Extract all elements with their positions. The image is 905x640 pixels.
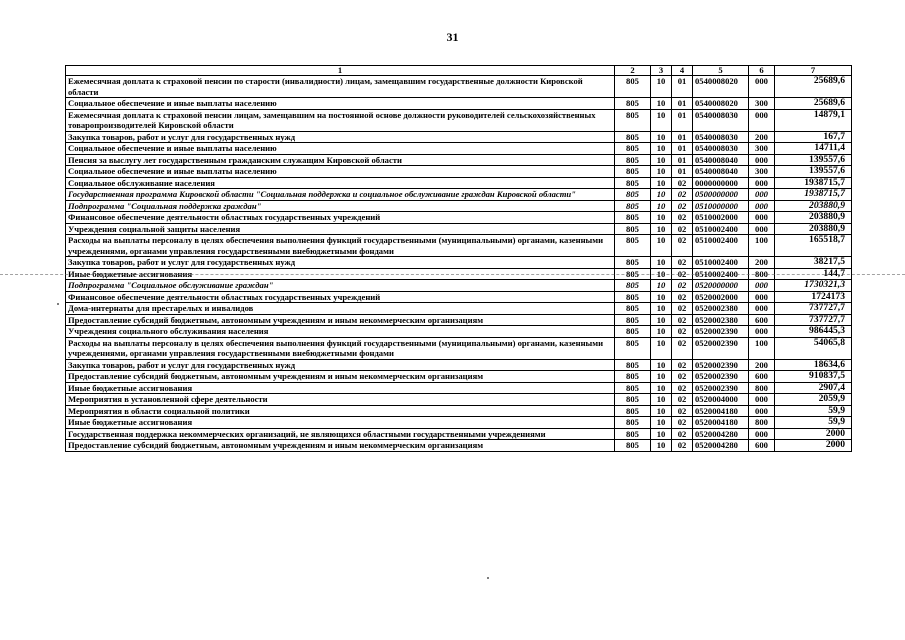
row-subsection-code: 01 [672, 76, 693, 98]
row-amount: 2059,9 [775, 394, 852, 406]
row-expense-type: 800 [749, 417, 775, 429]
row-expense-type: 300 [749, 166, 775, 178]
row-section-code: 10 [651, 337, 672, 359]
row-subsection-code: 01 [672, 98, 693, 110]
table-row [66, 177, 852, 189]
row-grbs-code: 805 [615, 314, 651, 326]
row-description: Иные бюджетные ассигнования [66, 268, 615, 280]
scan-artifact-line [0, 274, 905, 275]
row-subsection-code: 02 [672, 394, 693, 406]
row-subsection-code: 02 [672, 177, 693, 189]
row-target-article: 0520000000 [693, 280, 749, 292]
row-target-article: 0540008020 [693, 98, 749, 110]
row-expense-type: 100 [749, 337, 775, 359]
row-grbs-code: 805 [615, 428, 651, 440]
row-section-code: 10 [651, 291, 672, 303]
row-grbs-code: 805 [615, 359, 651, 371]
row-amount: 18634,6 [775, 359, 852, 371]
row-grbs-code: 805 [615, 280, 651, 292]
row-subsection-code: 02 [672, 359, 693, 371]
row-target-article: 0520002390 [693, 326, 749, 338]
row-target-article: 0540008040 [693, 166, 749, 178]
row-target-article: 0510002400 [693, 223, 749, 235]
row-amount: 2000 [775, 428, 852, 440]
row-description: Государственная программа Кировской области "Социальная поддержка и социальное обслуживание граждан Кировской области" [66, 189, 615, 201]
row-expense-type: 000 [749, 212, 775, 224]
row-amount: 59,9 [775, 417, 852, 429]
row-subsection-code: 02 [672, 291, 693, 303]
row-section-code: 10 [651, 405, 672, 417]
row-expense-type: 000 [749, 303, 775, 315]
table-row [66, 212, 852, 224]
table-row [66, 154, 852, 166]
row-amount: 910837,5 [775, 371, 852, 383]
row-description: Закупка товаров, работ и услуг для государственных нужд [66, 359, 615, 371]
row-target-article: 0540008040 [693, 154, 749, 166]
row-description: Мероприятия в области социальной политики [66, 405, 615, 417]
table-row [66, 326, 852, 338]
row-description: Социальное обеспечение и иные выплаты населению [66, 143, 615, 155]
row-expense-type: 600 [749, 440, 775, 452]
row-subsection-code: 02 [672, 235, 693, 257]
row-grbs-code: 805 [615, 154, 651, 166]
row-amount: 25689,6 [775, 76, 852, 98]
row-subsection-code: 02 [672, 212, 693, 224]
table-row [66, 235, 852, 257]
row-expense-type: 100 [749, 235, 775, 257]
row-amount: 737727,7 [775, 314, 852, 326]
row-grbs-code: 805 [615, 166, 651, 178]
row-expense-type: 200 [749, 359, 775, 371]
row-amount: 139557,6 [775, 154, 852, 166]
row-subsection-code: 02 [672, 417, 693, 429]
row-description: Закупка товаров, работ и услуг для государственных нужд [66, 131, 615, 143]
table-body [66, 76, 852, 452]
row-amount: 25689,6 [775, 98, 852, 110]
row-section-code: 10 [651, 76, 672, 98]
row-amount: 38217,5 [775, 257, 852, 269]
row-expense-type: 000 [749, 405, 775, 417]
row-target-article: 0510002400 [693, 235, 749, 257]
row-target-article: 0520004180 [693, 405, 749, 417]
table-row [66, 98, 852, 110]
row-grbs-code: 805 [615, 268, 651, 280]
row-expense-type: 000 [749, 223, 775, 235]
row-amount: 1938715,7 [775, 189, 852, 201]
row-amount: 14879,1 [775, 109, 852, 131]
row-section-code: 10 [651, 223, 672, 235]
row-section-code: 10 [651, 303, 672, 315]
header-col-1: 1 [66, 66, 615, 76]
row-description: Предоставление субсидий бюджетным, автономным учреждениям и иным некоммерческим организациям [66, 371, 615, 383]
row-grbs-code: 805 [615, 143, 651, 155]
table-row [66, 440, 852, 452]
row-expense-type: 000 [749, 154, 775, 166]
row-target-article: 0520004180 [693, 417, 749, 429]
row-subsection-code: 02 [672, 257, 693, 269]
row-subsection-code: 02 [672, 314, 693, 326]
row-expense-type: 000 [749, 280, 775, 292]
row-expense-type: 000 [749, 109, 775, 131]
row-amount: 986445,3 [775, 326, 852, 338]
row-target-article: 0520002380 [693, 314, 749, 326]
row-target-article: 0540008030 [693, 109, 749, 131]
row-grbs-code: 805 [615, 223, 651, 235]
row-subsection-code: 02 [672, 440, 693, 452]
row-amount: 2000 [775, 440, 852, 452]
row-section-code: 10 [651, 326, 672, 338]
row-amount: 165518,7 [775, 235, 852, 257]
row-amount: 1730321,3 [775, 280, 852, 292]
row-subsection-code: 02 [672, 268, 693, 280]
row-description: Дома-интернаты для престарелых и инвалидов [66, 303, 615, 315]
row-target-article: 0510000000 [693, 200, 749, 212]
row-description: Предоставление субсидий бюджетным, автономным учреждениям и иным некоммерческим организациям [66, 314, 615, 326]
row-target-article: 0520002390 [693, 337, 749, 359]
row-amount: 203880,9 [775, 200, 852, 212]
row-section-code: 10 [651, 417, 672, 429]
row-description: Расходы на выплаты персоналу в целях обеспечения выполнения функций государственными (муниципальными) органами, казенными учреждениями, органами управления государственными внебюджетными фондами [66, 235, 615, 257]
table-row [66, 405, 852, 417]
row-description: Государственная поддержка некоммерческих организаций, не являющихся областными государственными учреждениями [66, 428, 615, 440]
row-section-code: 10 [651, 177, 672, 189]
scan-speck [487, 577, 489, 579]
row-target-article: 0510002400 [693, 257, 749, 269]
row-grbs-code: 805 [615, 200, 651, 212]
row-target-article: 0520004280 [693, 428, 749, 440]
row-subsection-code: 01 [672, 166, 693, 178]
row-description: Социальное обеспечение и иные выплаты населению [66, 166, 615, 178]
row-amount: 737727,7 [775, 303, 852, 315]
row-target-article: 0520002000 [693, 291, 749, 303]
row-expense-type: 000 [749, 189, 775, 201]
row-section-code: 10 [651, 200, 672, 212]
row-amount: 2907,4 [775, 382, 852, 394]
table-row [66, 428, 852, 440]
table-row [66, 143, 852, 155]
row-expense-type: 000 [749, 291, 775, 303]
row-grbs-code: 805 [615, 291, 651, 303]
row-description: Финансовое обеспечение деятельности областных государственных учреждений [66, 291, 615, 303]
row-amount: 1724173 [775, 291, 852, 303]
row-section-code: 10 [651, 166, 672, 178]
header-col-7: 7 [775, 66, 852, 76]
row-expense-type: 600 [749, 314, 775, 326]
row-grbs-code: 805 [615, 405, 651, 417]
row-amount: 14711,4 [775, 143, 852, 155]
row-section-code: 10 [651, 382, 672, 394]
row-section-code: 10 [651, 98, 672, 110]
row-description: Мероприятия в установленной сфере деятельности [66, 394, 615, 406]
table-row [66, 280, 852, 292]
table-row [66, 189, 852, 201]
row-section-code: 10 [651, 235, 672, 257]
row-target-article: 0540008020 [693, 76, 749, 98]
row-description: Социальное обслуживание населения [66, 177, 615, 189]
table-row [66, 200, 852, 212]
row-section-code: 10 [651, 189, 672, 201]
row-target-article: 0520002380 [693, 303, 749, 315]
row-expense-type: 000 [749, 177, 775, 189]
row-section-code: 10 [651, 268, 672, 280]
row-target-article: 0520002390 [693, 359, 749, 371]
table-row [66, 337, 852, 359]
row-subsection-code: 01 [672, 131, 693, 143]
table-row [66, 314, 852, 326]
row-section-code: 10 [651, 394, 672, 406]
header-col-3: 3 [651, 66, 672, 76]
row-expense-type: 800 [749, 268, 775, 280]
budget-table-sheet [65, 65, 851, 452]
row-description: Социальное обеспечение и иные выплаты населению [66, 98, 615, 110]
row-section-code: 10 [651, 280, 672, 292]
row-amount: 59,9 [775, 405, 852, 417]
row-subsection-code: 02 [672, 428, 693, 440]
row-subsection-code: 02 [672, 303, 693, 315]
row-description: Иные бюджетные ассигнования [66, 382, 615, 394]
row-description: Предоставление субсидий бюджетным, автономным учреждениям и иным некоммерческим организациям [66, 440, 615, 452]
row-grbs-code: 805 [615, 131, 651, 143]
row-description: Ежемесячная доплата к страховой пенсии по старости (инвалидности) лицам, замещавшим государственные должности Кировской области [66, 76, 615, 98]
row-section-code: 10 [651, 131, 672, 143]
row-subsection-code: 02 [672, 371, 693, 383]
row-target-article: 0510002400 [693, 268, 749, 280]
table-row [66, 371, 852, 383]
row-grbs-code: 805 [615, 257, 651, 269]
row-amount: 203880,9 [775, 212, 852, 224]
row-expense-type: 200 [749, 257, 775, 269]
row-subsection-code: 02 [672, 405, 693, 417]
table-row [66, 223, 852, 235]
row-grbs-code: 805 [615, 337, 651, 359]
row-target-article: 0000000000 [693, 177, 749, 189]
table-row [66, 76, 852, 98]
table-row [66, 257, 852, 269]
row-expense-type: 000 [749, 200, 775, 212]
row-expense-type: 200 [749, 131, 775, 143]
row-section-code: 10 [651, 359, 672, 371]
row-expense-type: 800 [749, 382, 775, 394]
row-grbs-code: 805 [615, 394, 651, 406]
scan-speck [57, 303, 59, 305]
row-section-code: 10 [651, 212, 672, 224]
row-description: Иные бюджетные ассигнования [66, 417, 615, 429]
row-grbs-code: 805 [615, 76, 651, 98]
budget-table [65, 65, 852, 452]
row-description: Учреждения социальной защиты населения [66, 223, 615, 235]
row-subsection-code: 02 [672, 337, 693, 359]
row-section-code: 10 [651, 143, 672, 155]
table-header-row [66, 66, 852, 76]
row-target-article: 0520004000 [693, 394, 749, 406]
table-row [66, 359, 852, 371]
row-subsection-code: 01 [672, 109, 693, 131]
row-expense-type: 000 [749, 428, 775, 440]
row-grbs-code: 805 [615, 235, 651, 257]
row-description: Подпрограмма "Социальное обслуживание граждан" [66, 280, 615, 292]
row-description: Закупка товаров, работ и услуг для государственных нужд [66, 257, 615, 269]
header-col-4: 4 [672, 66, 693, 76]
table-row [66, 291, 852, 303]
row-grbs-code: 805 [615, 177, 651, 189]
row-section-code: 10 [651, 371, 672, 383]
row-grbs-code: 805 [615, 109, 651, 131]
table-row [66, 382, 852, 394]
row-grbs-code: 805 [615, 440, 651, 452]
row-subsection-code: 02 [672, 223, 693, 235]
row-description: Учреждения социального обслуживания населения [66, 326, 615, 338]
row-grbs-code: 805 [615, 212, 651, 224]
row-grbs-code: 805 [615, 303, 651, 315]
row-expense-type: 000 [749, 76, 775, 98]
row-grbs-code: 805 [615, 371, 651, 383]
row-target-article: 0510002000 [693, 212, 749, 224]
row-section-code: 10 [651, 257, 672, 269]
row-amount: 1938715,7 [775, 177, 852, 189]
row-grbs-code: 805 [615, 189, 651, 201]
row-amount: 203880,9 [775, 223, 852, 235]
table-row [66, 394, 852, 406]
row-target-article: 0540008030 [693, 131, 749, 143]
row-expense-type: 300 [749, 98, 775, 110]
row-subsection-code: 01 [672, 143, 693, 155]
row-amount: 139557,6 [775, 166, 852, 178]
table-row [66, 166, 852, 178]
row-expense-type: 600 [749, 371, 775, 383]
row-subsection-code: 01 [672, 154, 693, 166]
table-row [66, 131, 852, 143]
row-section-code: 10 [651, 154, 672, 166]
row-expense-type: 300 [749, 143, 775, 155]
row-section-code: 10 [651, 428, 672, 440]
row-expense-type: 000 [749, 326, 775, 338]
row-grbs-code: 805 [615, 326, 651, 338]
row-target-article: 0520002390 [693, 382, 749, 394]
row-target-article: 0520002390 [693, 371, 749, 383]
row-target-article: 0500000000 [693, 189, 749, 201]
row-target-article: 0540008030 [693, 143, 749, 155]
row-description: Расходы на выплаты персоналу в целях обеспечения выполнения функций государственными (муниципальными) органами, казенными учреждениями, органами управления государственными внебюджетными фондами [66, 337, 615, 359]
row-description: Финансовое обеспечение деятельности областных государственных учреждений [66, 212, 615, 224]
row-description: Подпрограмма "Социальная поддержка граждан" [66, 200, 615, 212]
header-col-5: 5 [693, 66, 749, 76]
row-target-article: 0520004280 [693, 440, 749, 452]
page-number: 31 [446, 30, 459, 44]
header-col-6: 6 [749, 66, 775, 76]
row-amount: 144,7 [775, 268, 852, 280]
row-subsection-code: 02 [672, 326, 693, 338]
row-subsection-code: 02 [672, 280, 693, 292]
row-expense-type: 000 [749, 394, 775, 406]
table-row [66, 109, 852, 131]
row-section-code: 10 [651, 440, 672, 452]
row-subsection-code: 02 [672, 189, 693, 201]
row-section-code: 10 [651, 109, 672, 131]
row-subsection-code: 02 [672, 382, 693, 394]
row-grbs-code: 805 [615, 382, 651, 394]
row-grbs-code: 805 [615, 417, 651, 429]
row-description: Пенсия за выслугу лет государственным гражданским служащим Кировской области [66, 154, 615, 166]
row-section-code: 10 [651, 314, 672, 326]
row-amount: 167,7 [775, 131, 852, 143]
row-description: Ежемесячная доплата к страховой пенсии лицам, замещавшим на постоянной основе должности руководителей сельскохозяйственных товаропроизводителей Кировской области [66, 109, 615, 131]
header-col-2: 2 [615, 66, 651, 76]
table-row [66, 303, 852, 315]
row-subsection-code: 02 [672, 200, 693, 212]
table-row [66, 417, 852, 429]
row-grbs-code: 805 [615, 98, 651, 110]
row-amount: 54065,8 [775, 337, 852, 359]
